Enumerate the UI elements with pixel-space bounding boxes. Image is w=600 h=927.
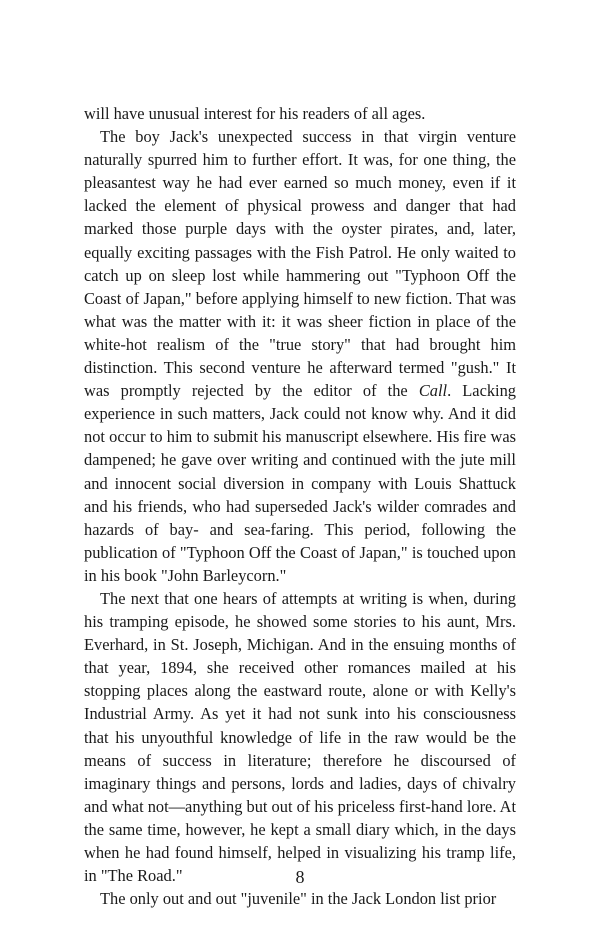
italic-title-call: Call <box>418 381 448 401</box>
page-number: 8 <box>295 867 305 887</box>
paragraph-continuation: will have unusual interest for his readers of all ages. <box>84 104 426 123</box>
paragraph-tramping-episode: The next that one hears of attempts at writing is when, during his tramping episode, he showed some stories to his aunt, Mrs. Everhard, in St. Joseph, Michigan. And in the ensuing months of that year, 1894, she received other romances mailed at his stopping places along the eastward route, alone or with Kelly's Industrial Army. As yet it had not sunk into his consciousness that his unyouthful knowledge of life in the raw would be the means of success in literature; therefore he discoursed of imaginary things and persons, lords and ladies, days of chivalry and what not—anything but out of his priceless first-hand lore. At the same time, however, he kept a small diary which, in the days when he had found himself, helped in visualizing his tramp life, in "The Road." <box>84 588 516 886</box>
paragraph-text-after-italic: . Lacking experience in such matters, Jack could not know why. And it did not occur to him to submit his manuscript elsewhere. His fire was dampened; he gave over writing and continued with the jute mill and innocent social diversion in company with Louis Shattuck and his friends, who had superseded Jack's wilder comrades and hazards of bay- and sea-faring. This period, following the publication of "Typhoon Off the Coast of Japan," is touched upon in his book "John Barleycorn." <box>84 381 516 585</box>
paragraph-text-before-italic: The boy Jack's unexpected success in that virgin venture naturally spurred him to further effort. It was, for one thing, the pleasantest way he had ever earned so much money, even if it lacked the element of physical prowess and danger that had marked those purple days with the oyster pirates, and, later, equally exciting passages with the Fish Patrol. He only waited to catch up on sleep lost while hammering out "Typhoon Off the Coast of Japan," before applying himself to new fiction. That was what was the matter with it: it was sheer fiction in place of the white-hot realism of the "true story" that had brought him distinction. This second venture he afterward termed "gush." It was promptly rejected by the editor of the <box>84 127 516 401</box>
page-body <box>84 102 516 910</box>
paragraph-first-success <box>84 125 516 587</box>
paragraph-juvenile: The only out and out "juvenile" in the Jack London list prior <box>100 889 497 909</box>
